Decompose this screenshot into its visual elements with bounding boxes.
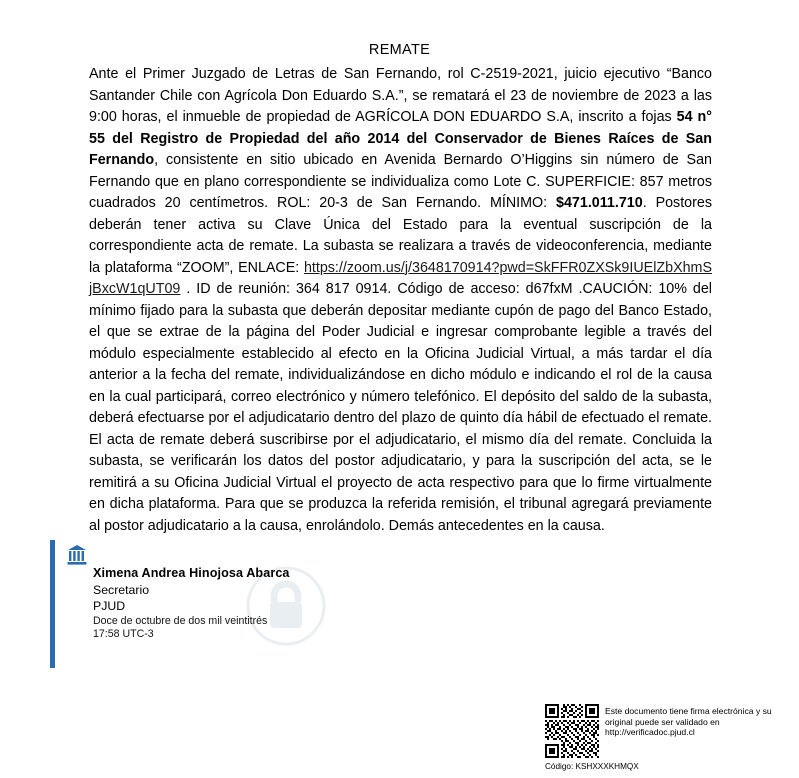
courthouse-icon: [65, 544, 89, 570]
verification-text: Este documento tiene firma electrónica y su original puede ser validado en http://verificadoc.pjud.cl: [605, 706, 772, 738]
body-text-run: , consistente en sitio ubicado en Avenida Bernardo O’Higgins sin número de San Fernando que en plano correspondiente se individualiza como Lote C. SUPERFICIE: 857 metros cuadrados 20 centímetros. ROL: 20-3 de San Fernando. MÍNIMO:: [89, 152, 712, 211]
body-text-run: . Postores deberán tener activa su Clave Única del Estado para la eventual suscripción de la correspondiente acta de remate. La subasta se realizara a través de videoconferencia, mediante la plataforma “ZOOM”, ENLACE:: [89, 195, 712, 276]
zoom-meeting-link[interactable]: https://zoom.us/j/3648170914?pwd=SkFFR0ZXSk9IUElZbXhmSjBxcW1qUT09: [89, 259, 712, 297]
signature-time: 17:58 UTC-3: [93, 628, 154, 640]
signature-date: Doce de octubre de dos mil veintitrés: [93, 615, 268, 627]
emphasis-text: $471.011.710: [556, 195, 643, 211]
signature-details: [93, 566, 323, 640]
signer-name: Ximena Andrea Hinojosa Abarca: [93, 566, 290, 580]
electronic-signature-block: [50, 540, 360, 668]
signer-role: Secretario: [93, 583, 150, 597]
signer-organization: PJUD: [93, 599, 126, 613]
verification-footer: [545, 704, 785, 772]
body-text-run: Ante el Primer Juzgado de Letras de San Fernando, rol C-2519-2021, juicio ejecutivo “Banco Santander Chile con Agrícola Don Eduardo S.A.”, se rematará el 23 de noviembre de 2023 a las 9:00 horas, el inmueble de propiedad de AGRÍCOLA DON EDUARDO S.A, inscrito a fojas: [89, 66, 712, 125]
verification-code: Código: KSHXXXKHMQX: [545, 762, 639, 771]
document-body: [89, 64, 712, 537]
emphasis-text: 54 n° 55 del Registro de Propiedad del año 2014 del Conservador de Bienes Raíces de San Fernando: [89, 109, 712, 168]
qr-code-icon: [545, 704, 599, 758]
body-text-run: . ID de reunión: 364 817 0914. Código de acceso: d67fxM .CAUCIÓN: 10% del mínimo fijado para la subasta que deberán depositar mediante cupón de pago del Banco Estado, el que se extrae de la página del Poder Judicial e ingresar comprobante legible a través del módulo especialmente establecido al efecto en la Oficina Judicial Virtual, a más tardar el día anterior a la fecha del remate, individualizándose en dicho módulo e indicando el rol de la causa en la cual participará, correo electrónico y número telefónico. El depósito del saldo de la subasta, deberá efectuarse por el adjudicatario dentro del plazo de quinto día hábil de efectuado el remate. El acta de remate deberá suscribirse por el adjudicatario, el mismo día del remate. Concluida la subasta, se verificarán los datos del postor adjudicatario, y para la suscripción del acta, se le remitirá a su Oficina Judicial Virtual el proyecto de acta respectivo para que lo firme virtualmente en dicha plataforma. Para que se produzca la referida remisión, el tribunal agregará previamente al postor adjudicatario a la causa, enrolándolo. Demás antecedentes en la causa.: [89, 281, 712, 534]
page-title: REMATE: [368, 42, 431, 58]
